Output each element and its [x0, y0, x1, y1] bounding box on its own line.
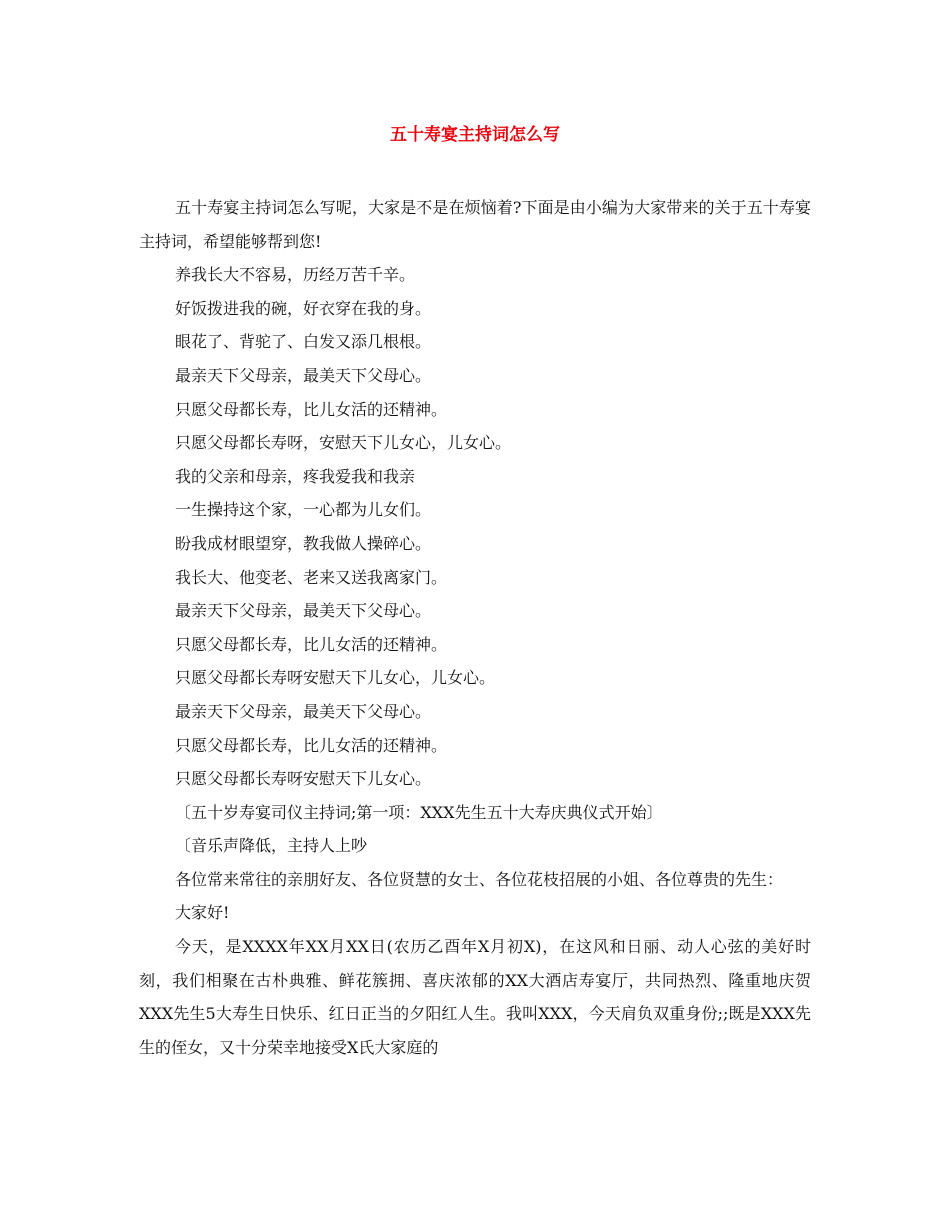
- paragraph: 好饭拨进我的碗，好衣穿在我的身。: [175, 298, 432, 318]
- paragraph: 一生操持这个家，一心都为儿女们。: [175, 500, 432, 520]
- paragraph: 我长大、他变老、老来又送我离家门。: [175, 567, 448, 587]
- paragraph: 〔音乐声降低，主持人上吵: [175, 836, 368, 856]
- paragraph: 只愿父母都长寿，比儿女活的还精神。: [175, 399, 448, 419]
- paragraph: 各位常来常往的亲朋好友、各位贤慧的女士、各位花枝招展的小姐、各位尊贵的先生：: [175, 869, 784, 889]
- paragraph: 只愿父母都长寿呀安慰天下儿女心。: [175, 769, 432, 789]
- document-body: [139, 191, 811, 1064]
- paragraph: 只愿父母都长寿，比儿女活的还精神。: [175, 634, 448, 654]
- paragraph: 养我长大不容易，历经万苦千辛。: [175, 265, 416, 285]
- paragraph: 只愿父母都长寿呀，安慰天下儿女心，儿女心。: [175, 433, 512, 453]
- paragraph: 今天，是XXXX年XX月XX日(农历乙酉年X月初X)，在这风和日丽、动人心弦的美好时刻，我们相聚在古朴典雅、鲜花簇拥、喜庆浓郁的XX大酒店寿宴厅，共同热烈、隆重地庆贺XXX先生5大寿生日快乐、红日正当的夕阳红人生。我叫XXX，今天肩负双重身份;;既是XXX先生的侄女，又十分荣幸地接受X氏大家庭的: [139, 937, 811, 1057]
- paragraph: 我的父亲和母亲，疼我爱我和我亲: [175, 466, 416, 486]
- paragraph: 只愿父母都长寿呀安慰天下儿女心，儿女心。: [175, 668, 496, 688]
- paragraph: 五十寿宴主持词怎么写呢，大家是不是在烦恼着?下面是由小编为大家带来的关于五十寿宴主持词，希望能够帮到您!: [139, 198, 811, 251]
- paragraph: 〔五十岁寿宴司仪主持词;第一项：XXX先生五十大寿庆典仪式开始〕: [175, 802, 663, 822]
- paragraph: 最亲天下父母亲，最美天下父母心。: [175, 701, 432, 721]
- paragraph: 只愿父母都长寿，比儿女活的还精神。: [175, 735, 448, 755]
- paragraph: 大家好!: [175, 903, 230, 923]
- paragraph: 眼花了、背驼了、白发又添几根根。: [175, 332, 432, 352]
- paragraph: 盼我成材眼望穿，教我做人操碎心。: [175, 533, 432, 553]
- paragraph: 最亲天下父母亲，最美天下父母心。: [175, 365, 432, 385]
- document-title: 五十寿宴主持词怎么写: [390, 125, 560, 145]
- paragraph: 最亲天下父母亲，最美天下父母心。: [175, 601, 432, 621]
